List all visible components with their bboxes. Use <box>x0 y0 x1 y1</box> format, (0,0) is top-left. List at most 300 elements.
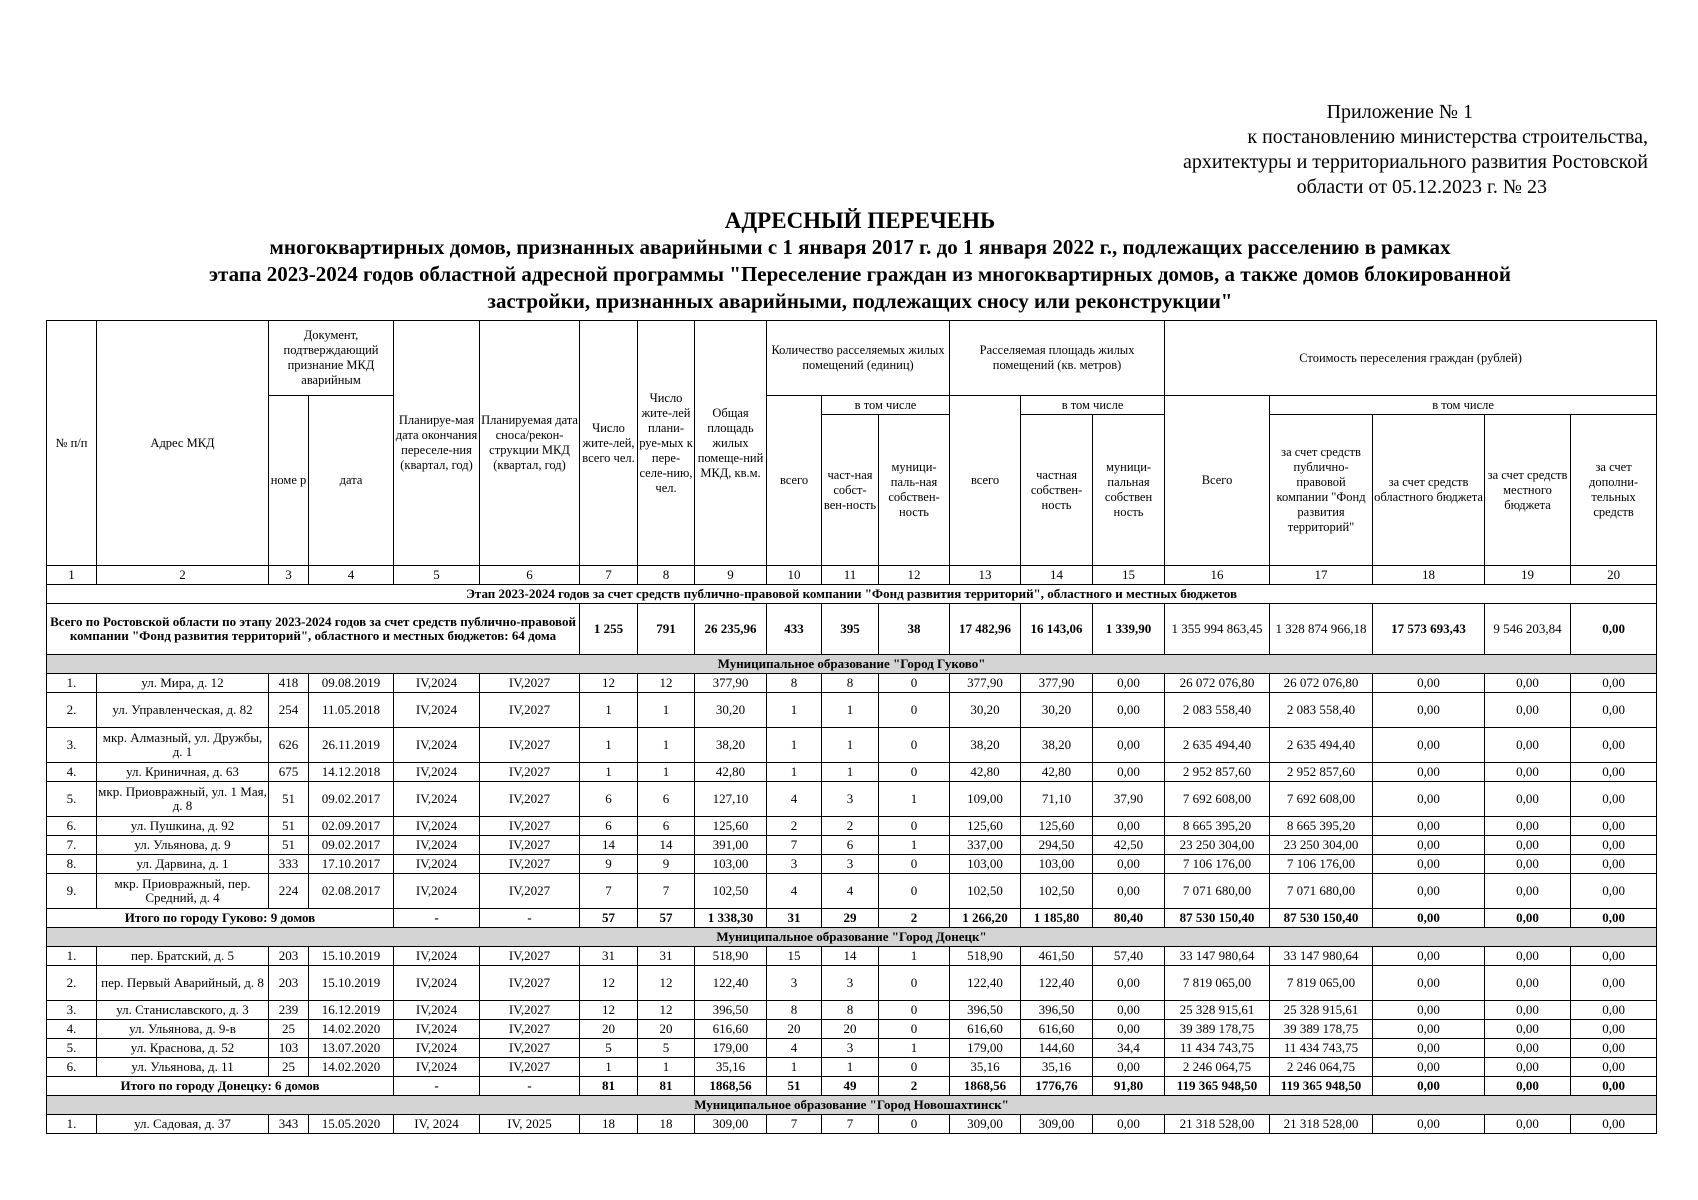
data-cell: 122,40 <box>1021 966 1093 1001</box>
data-cell: IV,2024 <box>394 1058 480 1077</box>
municipality-total-value: 0,00 <box>1373 909 1485 928</box>
data-cell: IV,2024 <box>394 874 480 909</box>
data-cell: 31 <box>580 947 638 966</box>
data-cell: 224 <box>269 874 309 909</box>
data-cell: IV,2024 <box>394 1039 480 1058</box>
data-cell: 0,00 <box>1093 728 1165 763</box>
data-cell: 20 <box>580 1020 638 1039</box>
data-cell: 18 <box>638 1115 695 1134</box>
column-number-cell: 13 <box>950 566 1021 585</box>
table-row <box>47 1115 1657 1134</box>
data-cell: 122,40 <box>950 966 1021 1001</box>
data-cell: 09.02.2017 <box>309 836 394 855</box>
data-cell: 26 072 076,80 <box>1270 674 1373 693</box>
data-cell: 12 <box>580 966 638 1001</box>
data-cell: 0,00 <box>1485 1020 1571 1039</box>
data-cell: 1. <box>47 1115 97 1134</box>
address-cell: ул. Садовая, д. 37 <box>97 1115 269 1134</box>
municipality-total-value: 1 338,30 <box>695 909 767 928</box>
data-cell: 3 <box>822 782 879 817</box>
municipality-row <box>47 928 1657 947</box>
address-cell: ул. Пушкина, д. 92 <box>97 817 269 836</box>
data-cell: IV,2027 <box>480 763 580 782</box>
data-cell: 7 106 176,00 <box>1270 855 1373 874</box>
data-cell: 15.10.2019 <box>309 947 394 966</box>
data-cell: 6. <box>47 817 97 836</box>
municipality-total-value: 57 <box>638 909 695 928</box>
municipality-total-label: Итого по городу Донецку: 6 домов <box>47 1077 394 1096</box>
municipality-total-label: Итого по городу Гуково: 9 домов <box>47 909 394 928</box>
data-cell: 1 <box>767 693 822 728</box>
municipality-total-value: 80,40 <box>1093 909 1165 928</box>
data-cell: 39 389 178,75 <box>1270 1020 1373 1039</box>
data-cell: 51 <box>269 782 309 817</box>
data-cell: IV,2024 <box>394 947 480 966</box>
data-cell: 0,00 <box>1373 782 1485 817</box>
data-cell: 377,90 <box>1021 674 1093 693</box>
column-number-cell: 10 <box>767 566 822 585</box>
header-doc-number: номе р <box>269 396 309 566</box>
municipality-total-value: 87 530 150,40 <box>1270 909 1373 928</box>
data-cell: 23 250 304,00 <box>1270 836 1373 855</box>
data-cell: IV,2027 <box>480 1058 580 1077</box>
data-cell: 337,00 <box>950 836 1021 855</box>
table-row <box>47 947 1657 966</box>
data-cell: 8 <box>767 1001 822 1020</box>
data-cell: 0 <box>879 674 950 693</box>
data-cell: 518,90 <box>950 947 1021 966</box>
data-cell: 6 <box>580 817 638 836</box>
data-cell: IV,2024 <box>394 817 480 836</box>
data-cell: 0,00 <box>1485 855 1571 874</box>
column-number-cell: 2 <box>97 566 269 585</box>
data-cell: 1 <box>638 693 695 728</box>
housing-table <box>46 320 1657 1134</box>
data-cell: 7 106 176,00 <box>1165 855 1270 874</box>
municipality-total-value: 1868,56 <box>950 1077 1021 1096</box>
header-cost-fund: за счет средств публично-правовой компании "Фонд развития территорий" <box>1270 415 1373 566</box>
data-cell: 0,00 <box>1571 855 1657 874</box>
table-row <box>47 836 1657 855</box>
grand-total-value: 26 235,96 <box>695 604 767 655</box>
data-cell: 0,00 <box>1571 947 1657 966</box>
municipality-total-value: 0,00 <box>1485 1077 1571 1096</box>
data-cell: 14 <box>580 836 638 855</box>
municipality-total-value: 0,00 <box>1571 909 1657 928</box>
data-cell: 12 <box>638 1001 695 1020</box>
data-cell: 9 <box>638 855 695 874</box>
data-cell: 125,60 <box>695 817 767 836</box>
data-cell: IV,2024 <box>394 782 480 817</box>
data-cell: 0,00 <box>1373 1058 1485 1077</box>
column-number-cell: 17 <box>1270 566 1373 585</box>
column-number-cell: 6 <box>480 566 580 585</box>
municipality-total-value: 31 <box>767 909 822 928</box>
stage-title: Этап 2023-2024 годов за счет средств публично-правовой компании "Фонд развития территорий", областного и местных бюджетов <box>47 585 1657 604</box>
address-cell: мкр. Приовражный, ул. 1 Мая, д. 8 <box>97 782 269 817</box>
data-cell: IV,2027 <box>480 836 580 855</box>
data-cell: 616,60 <box>1021 1020 1093 1039</box>
data-cell: 2. <box>47 966 97 1001</box>
data-cell: 5 <box>638 1039 695 1058</box>
municipality-total-value: 91,80 <box>1093 1077 1165 1096</box>
data-cell: IV,2027 <box>480 693 580 728</box>
data-cell: 33 147 980,64 <box>1270 947 1373 966</box>
header-cost-including: в том числе <box>1270 396 1657 415</box>
appendix-line-4: области от 05.12.2023 г. № 23 <box>1296 176 1547 198</box>
grand-total-row <box>47 604 1657 655</box>
grand-total-value: 433 <box>767 604 822 655</box>
data-cell: 125,60 <box>1021 817 1093 836</box>
data-cell: 0,00 <box>1093 855 1165 874</box>
data-cell: 396,50 <box>1021 1001 1093 1020</box>
data-cell: 103,00 <box>695 855 767 874</box>
data-cell: 0,00 <box>1093 1001 1165 1020</box>
address-cell: мкр. Алмазный, ул. Дружбы, д. 1 <box>97 728 269 763</box>
address-cell: ул. Дарвина, д. 1 <box>97 855 269 874</box>
data-cell: 57,40 <box>1093 947 1165 966</box>
table-row <box>47 966 1657 1001</box>
data-cell: 0,00 <box>1571 782 1657 817</box>
data-cell: 0,00 <box>1373 817 1485 836</box>
data-cell: 418 <box>269 674 309 693</box>
data-cell: 616,60 <box>950 1020 1021 1039</box>
data-cell: IV,2027 <box>480 966 580 1001</box>
data-cell: 4 <box>767 874 822 909</box>
address-cell: ул. Станиславского, д. 3 <box>97 1001 269 1020</box>
address-cell: пер. Первый Аварийный, д. 8 <box>97 966 269 1001</box>
data-cell: 7 <box>638 874 695 909</box>
municipality-total-value: 49 <box>822 1077 879 1096</box>
data-cell: 0,00 <box>1093 817 1165 836</box>
table-body <box>47 321 1657 1134</box>
data-cell: 0 <box>879 966 950 1001</box>
data-cell: 0,00 <box>1571 1001 1657 1020</box>
header-rooms-private: част-ная собст-вен-ность <box>822 415 879 566</box>
data-cell: 4. <box>47 763 97 782</box>
data-cell: 1 <box>580 728 638 763</box>
data-cell: 7 692 608,00 <box>1165 782 1270 817</box>
data-cell: 7 <box>580 874 638 909</box>
data-cell: 34,4 <box>1093 1039 1165 1058</box>
data-cell: 391,00 <box>695 836 767 855</box>
data-cell: IV,2024 <box>394 1020 480 1039</box>
title-sub-3: застройки, признанных аварийными, подлежащих сносу или реконструкции" <box>487 289 1233 313</box>
data-cell: 1 <box>638 728 695 763</box>
data-cell: 5. <box>47 782 97 817</box>
data-cell: 294,50 <box>1021 836 1093 855</box>
column-number-cell: 9 <box>695 566 767 585</box>
data-cell: 239 <box>269 1001 309 1020</box>
data-cell: IV,2027 <box>480 728 580 763</box>
data-cell: 35,16 <box>1021 1058 1093 1077</box>
municipality-name: Муниципальное образование "Город Гуково" <box>47 655 1657 674</box>
municipality-total-value: 0,00 <box>1571 1077 1657 1096</box>
data-cell: 30,20 <box>1021 693 1093 728</box>
data-cell: 8 665 395,20 <box>1165 817 1270 836</box>
data-cell: IV,2027 <box>480 782 580 817</box>
data-cell: 0,00 <box>1485 817 1571 836</box>
municipality-total-value: - <box>480 1077 580 1096</box>
data-cell: 1. <box>47 947 97 966</box>
data-cell: 0,00 <box>1571 817 1657 836</box>
data-cell: 0,00 <box>1373 947 1485 966</box>
data-cell: 4 <box>822 874 879 909</box>
data-cell: 35,16 <box>695 1058 767 1077</box>
table-row <box>47 763 1657 782</box>
data-cell: 20 <box>638 1020 695 1039</box>
data-cell: 8. <box>47 855 97 874</box>
data-cell: 11 434 743,75 <box>1165 1039 1270 1058</box>
grand-total-value: 1 255 <box>580 604 638 655</box>
data-cell: 0,00 <box>1093 966 1165 1001</box>
municipality-total-value: - <box>394 1077 480 1096</box>
data-cell: 9 <box>580 855 638 874</box>
municipality-total-row <box>47 909 1657 928</box>
data-cell: 343 <box>269 1115 309 1134</box>
data-cell: 0,00 <box>1373 836 1485 855</box>
data-cell: 626 <box>269 728 309 763</box>
data-cell: 102,50 <box>950 874 1021 909</box>
data-cell: 122,40 <box>695 966 767 1001</box>
municipality-total-value: 29 <box>822 909 879 928</box>
data-cell: 0,00 <box>1571 674 1657 693</box>
address-cell: ул. Ульянова, д. 11 <box>97 1058 269 1077</box>
data-cell: 18 <box>580 1115 638 1134</box>
data-cell: 0,00 <box>1093 1115 1165 1134</box>
data-cell: 23 250 304,00 <box>1165 836 1270 855</box>
address-cell: ул. Управленческая, д. 82 <box>97 693 269 728</box>
data-cell: 51 <box>269 817 309 836</box>
data-cell: 0,00 <box>1485 966 1571 1001</box>
grand-total-value: 0,00 <box>1571 604 1657 655</box>
data-cell: 2 <box>822 817 879 836</box>
data-cell: 15.10.2019 <box>309 966 394 1001</box>
table-row <box>47 1001 1657 1020</box>
data-cell: IV,2027 <box>480 855 580 874</box>
data-cell: IV,2027 <box>480 817 580 836</box>
data-cell: 333 <box>269 855 309 874</box>
municipality-total-value: 0,00 <box>1373 1077 1485 1096</box>
data-cell: 0,00 <box>1093 874 1165 909</box>
data-cell: 0,00 <box>1373 693 1485 728</box>
data-cell: 6 <box>638 817 695 836</box>
data-cell: 3. <box>47 1001 97 1020</box>
data-cell: 127,10 <box>695 782 767 817</box>
municipality-name: Муниципальное образование "Город Донецк" <box>47 928 1657 947</box>
data-cell: 0,00 <box>1485 728 1571 763</box>
data-cell: 396,50 <box>695 1001 767 1020</box>
grand-total-label: Всего по Ростовской области по этапу 2023-2024 годов за счет средств публично-правовой компании "Фонд развития территорий", областного и местных бюджетов: 64 дома <box>47 604 580 655</box>
table-row <box>47 693 1657 728</box>
data-cell: 8 665 395,20 <box>1270 817 1373 836</box>
data-cell: 3. <box>47 728 97 763</box>
data-cell: 1 <box>822 763 879 782</box>
header-demolition: Планируемая дата сноса/рекон-струкции МКД (квартал, год) <box>480 321 580 566</box>
stage-row <box>47 585 1657 604</box>
data-cell: 203 <box>269 947 309 966</box>
data-cell: 02.09.2017 <box>309 817 394 836</box>
data-cell: 14.02.2020 <box>309 1058 394 1077</box>
data-cell: 0,00 <box>1485 782 1571 817</box>
column-numbers-row <box>47 566 1657 585</box>
data-cell: IV, 2024 <box>394 1115 480 1134</box>
data-cell: 8 <box>767 674 822 693</box>
municipality-total-value: 1 185,80 <box>1021 909 1093 928</box>
data-cell: 21 318 528,00 <box>1165 1115 1270 1134</box>
title-sub-2: этапа 2023-2024 годов областной адресной программы "Переселение граждан из многоквартирных домов, а также домов блокированной <box>208 262 1512 286</box>
data-cell: 3 <box>767 855 822 874</box>
data-cell: 0 <box>879 763 950 782</box>
header-area-resettled: Расселяемая площадь жилых помещений (кв. метров) <box>950 321 1165 396</box>
column-number-cell: 16 <box>1165 566 1270 585</box>
data-cell: 2 952 857,60 <box>1270 763 1373 782</box>
data-cell: 14.02.2020 <box>309 1020 394 1039</box>
data-cell: 2. <box>47 693 97 728</box>
data-cell: 0 <box>879 1115 950 1134</box>
appendix-block <box>1048 100 1648 200</box>
data-cell: 9. <box>47 874 97 909</box>
header-cost-extra: за счет дополни-тельных средств <box>1571 415 1657 566</box>
data-cell: 1 <box>580 693 638 728</box>
grand-total-value: 1 328 874 966,18 <box>1270 604 1373 655</box>
data-cell: IV,2027 <box>480 1020 580 1039</box>
column-number-cell: 14 <box>1021 566 1093 585</box>
data-cell: 675 <box>269 763 309 782</box>
data-cell: 12 <box>638 674 695 693</box>
header-area-private: частная собствен-ность <box>1021 415 1093 566</box>
data-cell: 1 <box>638 1058 695 1077</box>
data-cell: 0,00 <box>1485 1058 1571 1077</box>
municipality-total-value: 81 <box>638 1077 695 1096</box>
data-cell: 14.12.2018 <box>309 763 394 782</box>
data-cell: 0,00 <box>1485 947 1571 966</box>
data-cell: IV, 2025 <box>480 1115 580 1134</box>
data-cell: 0,00 <box>1571 874 1657 909</box>
column-number-cell: 11 <box>822 566 879 585</box>
data-cell: 203 <box>269 966 309 1001</box>
address-cell: мкр. Приовражный, пер. Средний, д. 4 <box>97 874 269 909</box>
data-cell: 38,20 <box>695 728 767 763</box>
header-num: № п/п <box>47 321 97 566</box>
data-cell: 7. <box>47 836 97 855</box>
data-cell: 1 <box>879 782 950 817</box>
data-cell: 2 <box>767 817 822 836</box>
data-cell: 12 <box>580 1001 638 1020</box>
data-cell: 0 <box>879 874 950 909</box>
data-cell: 144,60 <box>1021 1039 1093 1058</box>
data-cell: 42,80 <box>950 763 1021 782</box>
grand-total-value: 17 573 693,43 <box>1373 604 1485 655</box>
header-resettle-end: Планируе-мая дата окончания переселе-ния (квартал, год) <box>394 321 480 566</box>
data-cell: IV,2024 <box>394 674 480 693</box>
data-cell: 25 328 915,61 <box>1165 1001 1270 1020</box>
address-cell: ул. Краснова, д. 52 <box>97 1039 269 1058</box>
municipality-total-value: 2 <box>879 1077 950 1096</box>
header-cost-local: за счет средств местного бюджета <box>1485 415 1571 566</box>
data-cell: IV,2024 <box>394 966 480 1001</box>
appendix-line-3: архитектуры и территориального развития Ростовской <box>1183 151 1648 173</box>
column-number-cell: 8 <box>638 566 695 585</box>
data-cell: 0,00 <box>1485 763 1571 782</box>
municipality-total-value: 1776,76 <box>1021 1077 1093 1096</box>
table-row <box>47 874 1657 909</box>
column-number-cell: 15 <box>1093 566 1165 585</box>
data-cell: 0,00 <box>1373 966 1485 1001</box>
data-cell: 7 <box>822 1115 879 1134</box>
grand-total-value: 38 <box>879 604 950 655</box>
data-cell: 254 <box>269 693 309 728</box>
data-cell: 0,00 <box>1485 836 1571 855</box>
header-total-area: Общая площадь жилых помеще-ний МКД, кв.м. <box>695 321 767 566</box>
data-cell: 1 <box>767 763 822 782</box>
data-cell: 309,00 <box>1021 1115 1093 1134</box>
column-number-cell: 4 <box>309 566 394 585</box>
table-row <box>47 1020 1657 1039</box>
data-cell: 7 819 065,00 <box>1270 966 1373 1001</box>
data-cell: 71,10 <box>1021 782 1093 817</box>
data-cell: 12 <box>638 966 695 1001</box>
table-row <box>47 674 1657 693</box>
data-cell: 2 952 857,60 <box>1165 763 1270 782</box>
table-row <box>47 817 1657 836</box>
data-cell: 4 <box>767 782 822 817</box>
header-residents-planned: Число жите-лей плани-руе-мых к пере-селе-нию, чел. <box>638 321 695 566</box>
data-cell: 3 <box>822 1039 879 1058</box>
data-cell: 35,16 <box>950 1058 1021 1077</box>
data-cell: 21 318 528,00 <box>1270 1115 1373 1134</box>
data-cell: 7 692 608,00 <box>1270 782 1373 817</box>
header-residents-total: Число жите-лей, всего чел. <box>580 321 638 566</box>
grand-total-value: 9 546 203,84 <box>1485 604 1571 655</box>
data-cell: 25 328 915,61 <box>1270 1001 1373 1020</box>
data-cell: 3 <box>822 966 879 1001</box>
data-cell: 102,50 <box>695 874 767 909</box>
municipality-total-value: - <box>394 909 480 928</box>
data-cell: IV,2024 <box>394 1001 480 1020</box>
municipality-total-value: 57 <box>580 909 638 928</box>
data-cell: IV,2024 <box>394 728 480 763</box>
data-cell: 309,00 <box>695 1115 767 1134</box>
data-cell: 461,50 <box>1021 947 1093 966</box>
data-cell: 16.12.2019 <box>309 1001 394 1020</box>
header-rooms-total: всего <box>767 396 822 566</box>
data-cell: IV,2024 <box>394 693 480 728</box>
data-cell: 0 <box>879 1001 950 1020</box>
data-cell: 33 147 980,64 <box>1165 947 1270 966</box>
data-cell: 6 <box>638 782 695 817</box>
data-cell: IV,2027 <box>480 674 580 693</box>
municipality-total-value: 1868,56 <box>695 1077 767 1096</box>
data-cell: 5. <box>47 1039 97 1058</box>
data-cell: 7 <box>767 836 822 855</box>
header-area-including: в том числе <box>1021 396 1165 415</box>
table-row <box>47 728 1657 763</box>
data-cell: 8 <box>822 1001 879 1020</box>
header-doc-date: дата <box>309 396 394 566</box>
column-number-cell: 3 <box>269 566 309 585</box>
data-cell: 0,00 <box>1571 1115 1657 1134</box>
data-cell: 0,00 <box>1093 674 1165 693</box>
data-cell: 0,00 <box>1373 1001 1485 1020</box>
data-cell: 0,00 <box>1571 728 1657 763</box>
data-cell: 0,00 <box>1093 763 1165 782</box>
grand-total-value: 791 <box>638 604 695 655</box>
data-cell: 0 <box>879 728 950 763</box>
data-cell: 38,20 <box>1021 728 1093 763</box>
title-main: АДРЕСНЫЙ ПЕРЕЧЕНЬ <box>724 208 996 233</box>
data-cell: IV,2027 <box>480 874 580 909</box>
